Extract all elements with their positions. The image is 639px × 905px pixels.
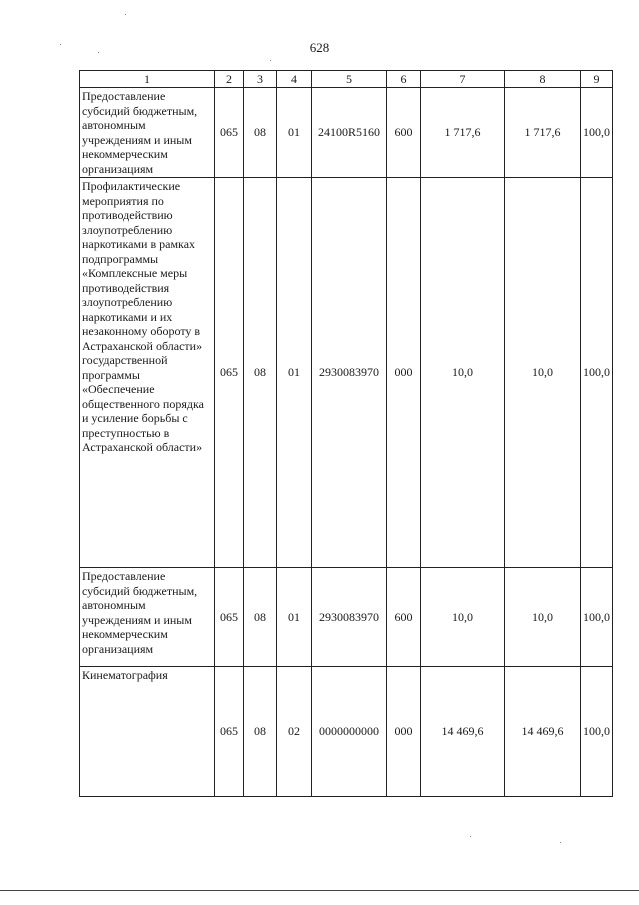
target-article-code: 24100R5160 — [312, 88, 387, 178]
execution-percent: 100,0 — [581, 568, 613, 667]
chapter-code: 065 — [215, 667, 244, 797]
target-article-code: 0000000000 — [312, 667, 387, 797]
row-name: Предоставление субсидий бюджетным, автономным учреждениям и иным некоммерческим организациям — [80, 568, 215, 667]
scan-speck — [60, 44, 61, 45]
execution-percent: 100,0 — [581, 88, 613, 178]
section-code: 08 — [244, 568, 277, 667]
execution-percent: 100,0 — [581, 178, 613, 568]
page-bottom-edge — [0, 890, 639, 891]
scan-speck — [270, 60, 271, 61]
executed-amount: 1 717,6 — [505, 88, 581, 178]
chapter-code: 065 — [215, 178, 244, 568]
planned-amount: 10,0 — [421, 568, 505, 667]
planned-amount: 10,0 — [421, 178, 505, 568]
table-header-row — [80, 71, 613, 88]
column-header: 5 — [312, 71, 387, 88]
row-name: Профилактические мероприятия по противодействию злоупотреблению наркотиками в рамках подпрограммы «Комплексные меры противодействия злоупотреблению наркотиками и их незаконному обороту в Астраханской области» государственной программы «Обеспечение общественного порядка и усиление борьбы с преступностью в Астраханской области» — [80, 178, 215, 568]
column-header: 9 — [581, 71, 613, 88]
executed-amount: 14 469,6 — [505, 667, 581, 797]
table-row — [80, 88, 613, 178]
table-row — [80, 178, 613, 568]
subsection-code: 01 — [277, 568, 312, 667]
column-header: 1 — [80, 71, 215, 88]
column-header: 7 — [421, 71, 505, 88]
expense-type-code: 600 — [387, 88, 421, 178]
budget-table — [79, 70, 613, 797]
column-header: 4 — [277, 71, 312, 88]
page-number: 628 — [309, 40, 330, 55]
executed-amount: 10,0 — [505, 568, 581, 667]
target-article-code: 2930083970 — [312, 178, 387, 568]
section-code: 08 — [244, 667, 277, 797]
column-header: 2 — [215, 71, 244, 88]
scan-speck — [125, 14, 126, 15]
expense-type-code: 600 — [387, 568, 421, 667]
chapter-code: 065 — [215, 568, 244, 667]
executed-amount: 10,0 — [505, 178, 581, 568]
expense-type-code: 000 — [387, 178, 421, 568]
table-row — [80, 667, 613, 797]
planned-amount: 1 717,6 — [421, 88, 505, 178]
scan-speck — [98, 52, 99, 53]
row-name: Кинематография — [80, 667, 215, 797]
section-code: 08 — [244, 88, 277, 178]
row-name: Предоставление субсидий бюджетным, автономным учреждениям и иным некоммерческим организациям — [80, 88, 215, 178]
column-header: 8 — [505, 71, 581, 88]
column-header: 6 — [387, 71, 421, 88]
column-header: 3 — [244, 71, 277, 88]
table-row — [80, 568, 613, 667]
target-article-code: 2930083970 — [312, 568, 387, 667]
subsection-code: 02 — [277, 667, 312, 797]
scan-speck — [470, 836, 471, 837]
subsection-code: 01 — [277, 178, 312, 568]
chapter-code: 065 — [215, 88, 244, 178]
execution-percent: 100,0 — [581, 667, 613, 797]
planned-amount: 14 469,6 — [421, 667, 505, 797]
scan-speck — [560, 842, 561, 843]
subsection-code: 01 — [277, 88, 312, 178]
section-code: 08 — [244, 178, 277, 568]
expense-type-code: 000 — [387, 667, 421, 797]
